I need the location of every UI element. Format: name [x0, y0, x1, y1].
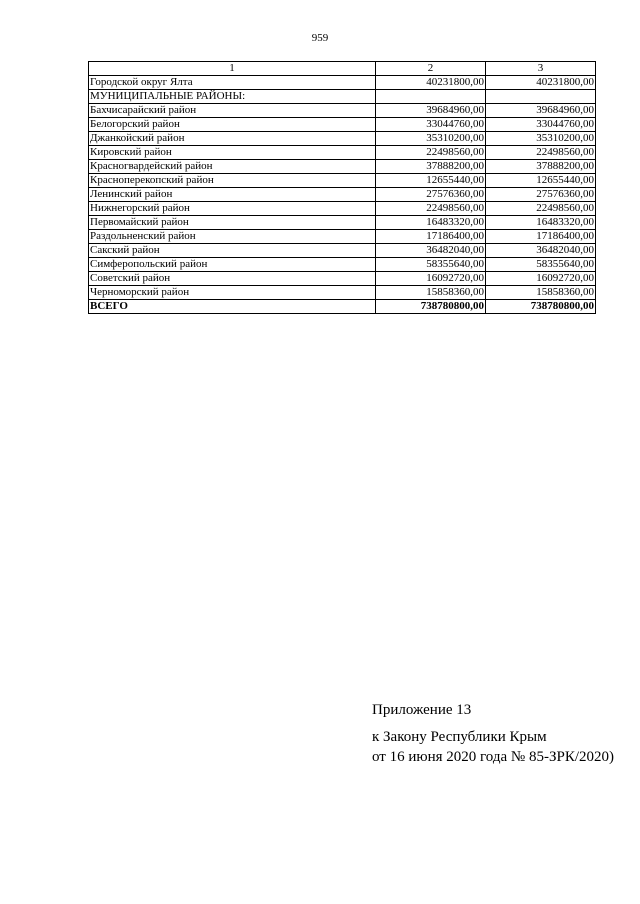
column-header-2: 2	[376, 62, 486, 76]
row-name-cell: Красногвардейский район	[89, 160, 376, 174]
row-value-cell-2: 40231800,00	[376, 76, 486, 90]
table-row	[89, 202, 596, 216]
table-row	[89, 146, 596, 160]
table-row	[89, 286, 596, 300]
row-name-cell: Джанкойский район	[89, 132, 376, 146]
row-name-cell: Городской округ Ялта	[89, 76, 376, 90]
total-row	[89, 300, 596, 314]
row-value-cell-2	[376, 90, 486, 104]
row-value-cell-3: 37888200,00	[486, 160, 596, 174]
table-row	[89, 188, 596, 202]
row-value-cell-2: 33044760,00	[376, 118, 486, 132]
appendix-law-line: к Закону Республики Крым	[372, 729, 547, 745]
row-name-cell: Симферопольский район	[89, 258, 376, 272]
table-body	[89, 76, 596, 314]
row-value-cell-2: 35310200,00	[376, 132, 486, 146]
row-value-cell-3: 33044760,00	[486, 118, 596, 132]
page-number: 959	[311, 32, 329, 44]
appendix-date-line: от 16 июня 2020 года № 85-ЗРК/2020)	[372, 749, 614, 765]
table-header-row	[89, 62, 596, 76]
row-value-cell-3: 16483320,00	[486, 216, 596, 230]
row-value-cell-3: 15858360,00	[486, 286, 596, 300]
row-value-cell-3: 58355640,00	[486, 258, 596, 272]
budget-table	[88, 61, 596, 314]
row-value-cell-3: 17186400,00	[486, 230, 596, 244]
table-row	[89, 104, 596, 118]
row-value-cell-2: 17186400,00	[376, 230, 486, 244]
table-row	[89, 118, 596, 132]
row-value-cell-2: 36482040,00	[376, 244, 486, 258]
row-value-cell-3	[486, 90, 596, 104]
row-name-cell: Советский район	[89, 272, 376, 286]
row-name-cell: Сакский район	[89, 244, 376, 258]
row-value-cell-2: 15858360,00	[376, 286, 486, 300]
row-value-cell-2: 27576360,00	[376, 188, 486, 202]
row-value-cell-2: 738780800,00	[376, 300, 486, 314]
row-value-cell-2: 22498560,00	[376, 202, 486, 216]
row-name-cell: Нижнегорский район	[89, 202, 376, 216]
row-value-cell-3: 22498560,00	[486, 146, 596, 160]
table-row	[89, 160, 596, 174]
row-name-cell: Бахчисарайский район	[89, 104, 376, 118]
column-header-3: 3	[486, 62, 596, 76]
row-value-cell-2: 39684960,00	[376, 104, 486, 118]
row-value-cell-3: 12655440,00	[486, 174, 596, 188]
appendix-note	[372, 700, 640, 767]
row-value-cell-2: 37888200,00	[376, 160, 486, 174]
table-row	[89, 174, 596, 188]
row-name-cell: Раздольненский район	[89, 230, 376, 244]
row-value-cell-3: 39684960,00	[486, 104, 596, 118]
section-row	[89, 90, 596, 104]
row-name-cell: Черноморский район	[89, 286, 376, 300]
row-name-cell: Ленинский район	[89, 188, 376, 202]
table-row	[89, 244, 596, 258]
table-row	[89, 258, 596, 272]
row-value-cell-2: 16483320,00	[376, 216, 486, 230]
row-name-cell: Кировский район	[89, 146, 376, 160]
row-value-cell-3: 40231800,00	[486, 76, 596, 90]
row-name-cell: Красноперекопский район	[89, 174, 376, 188]
appendix-title: Приложение 13	[372, 702, 472, 718]
row-value-cell-2: 58355640,00	[376, 258, 486, 272]
table-row	[89, 230, 596, 244]
row-value-cell-3: 36482040,00	[486, 244, 596, 258]
row-name-cell: Белогорский район	[89, 118, 376, 132]
row-name-cell: ВСЕГО	[89, 300, 376, 314]
row-name-cell: Первомайский район	[89, 216, 376, 230]
row-value-cell-3: 27576360,00	[486, 188, 596, 202]
table-row	[89, 76, 596, 90]
table-row	[89, 272, 596, 286]
column-header-1: 1	[89, 62, 376, 76]
row-value-cell-3: 738780800,00	[486, 300, 596, 314]
row-value-cell-3: 22498560,00	[486, 202, 596, 216]
row-value-cell-3: 35310200,00	[486, 132, 596, 146]
row-value-cell-2: 22498560,00	[376, 146, 486, 160]
row-value-cell-2: 16092720,00	[376, 272, 486, 286]
table-row	[89, 216, 596, 230]
row-value-cell-3: 16092720,00	[486, 272, 596, 286]
row-value-cell-2: 12655440,00	[376, 174, 486, 188]
table-row	[89, 132, 596, 146]
row-name-cell: МУНИЦИПАЛЬНЫЕ РАЙОНЫ:	[89, 90, 376, 104]
